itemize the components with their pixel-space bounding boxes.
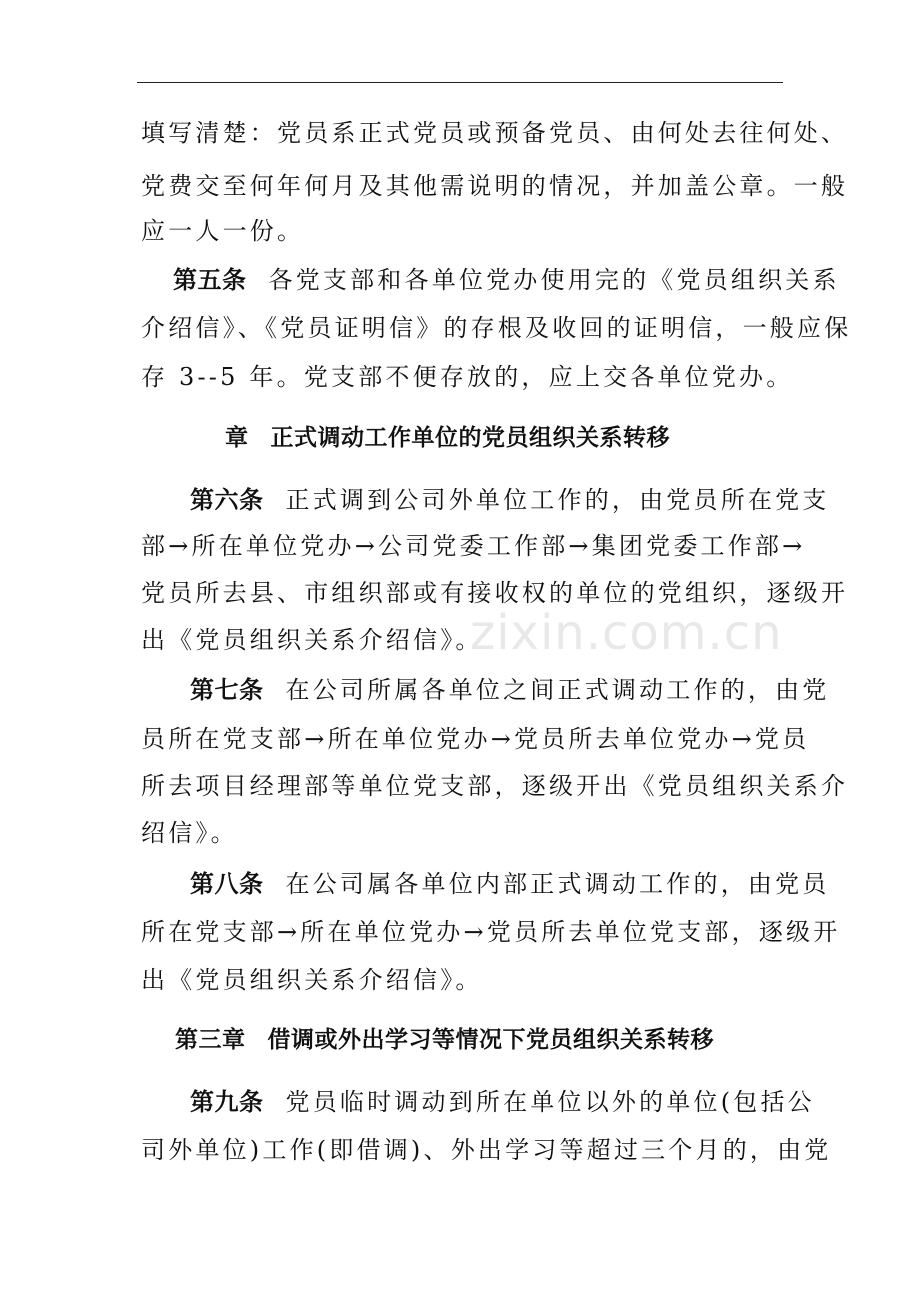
text-line: 司外单位)工作(即借调)、外出学习等超过三个月的，由党	[141, 1136, 832, 1164]
article-8-first-line	[190, 869, 830, 899]
chapter-title: 正式调动工作单位的党员组织关系转移	[270, 425, 670, 451]
header-rule	[137, 82, 783, 83]
text-line: 所去项目经理部等单位党支部，逐级开出《党员组织关系介	[141, 772, 849, 800]
article-5-first-line	[173, 265, 840, 295]
text-line: 填写清楚：党员系正式党员或预备党员、由何处去往何处、	[141, 119, 849, 147]
article-text: 各党支部和各单位党办使用完的《党员组织关系	[268, 266, 840, 294]
article-9-first-line	[190, 1087, 815, 1117]
article-label: 第七条	[190, 676, 264, 704]
article-7-first-line	[190, 675, 830, 705]
watermark: zixin.com.cn	[470, 605, 783, 661]
chapter-number: 第三章	[175, 1027, 246, 1053]
article-label: 第九条	[190, 1088, 264, 1116]
chapter-number: 章	[225, 425, 249, 451]
chapter-title: 借调或外出学习等情况下党员组织关系转移	[267, 1027, 714, 1053]
article-text: 正式调到公司外单位工作的，由党员所在党支	[285, 486, 830, 514]
text-line: 出《党员组织关系介绍信》。	[141, 966, 483, 994]
chapter-heading	[225, 423, 670, 453]
text-line: 所在党支部→所在单位党办→党员所去单位党支部，逐级开	[141, 918, 841, 946]
text-line: 员所在党支部→所在单位党办→党员所去单位党办→党员	[141, 725, 810, 753]
text-line: 党员所去县、市组织部或有接收权的单位的党组织，逐级开	[141, 579, 849, 607]
text-line: 应一人一份。	[141, 217, 305, 245]
article-label: 第五条	[173, 266, 247, 294]
text-line: 绍信》。	[141, 819, 238, 847]
article-6-first-line	[190, 485, 830, 515]
text-line: 出《党员组织关系介绍信》。	[141, 626, 483, 654]
text-line: 部→所在单位党办→公司党委工作部→集团党委工作部→	[141, 532, 806, 560]
text-line: 介绍信》、《党员证明信》的存根及收回的证明信，一般应保	[141, 314, 852, 342]
text-line: 存 3--5 年。党支部不便存放的，应上交各单位党办。	[141, 363, 794, 391]
article-text: 在公司所属各单位之间正式调动工作的，由党	[285, 676, 830, 704]
article-text: 在公司属各单位内部正式调动工作的，由党员	[285, 870, 830, 898]
article-label: 第八条	[190, 870, 264, 898]
text-line: 党费交至何年何月及其他需说明的情况，并加盖公章。一般	[141, 172, 849, 200]
article-label: 第六条	[190, 486, 264, 514]
article-text: 党员临时调动到所在单位以外的单位(包括公	[285, 1088, 815, 1116]
chapter-heading	[175, 1025, 714, 1055]
